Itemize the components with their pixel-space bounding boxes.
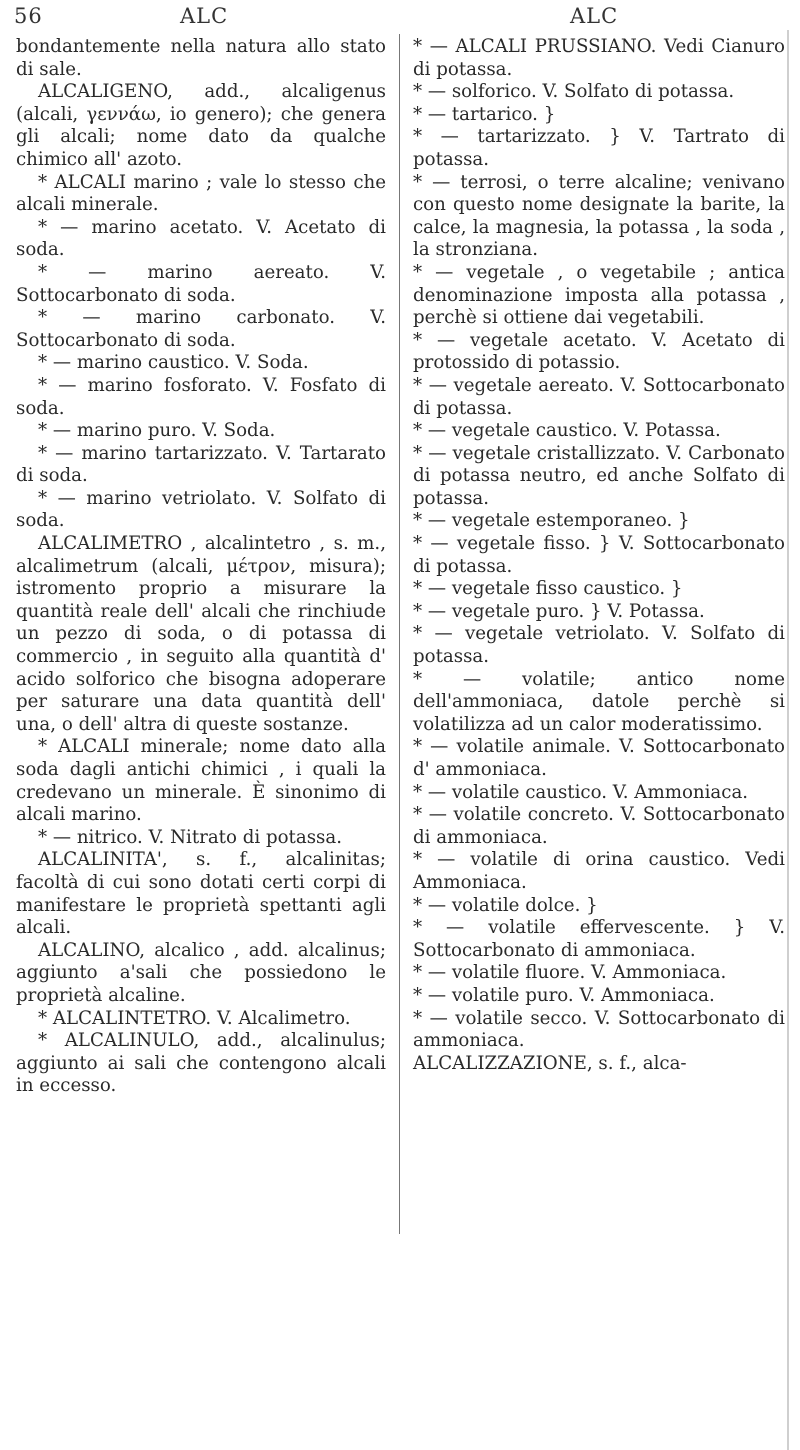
entry: * — nitrico. V. Nitrato di potassa. bbox=[38, 826, 342, 848]
entry: * — marino puro. V. Soda. bbox=[38, 420, 276, 442]
entry: * — marino carbonato. V. Sottocarbonato di soda. bbox=[16, 307, 386, 351]
entry: * — vegetale cristallizzato. V. Carbonato di potassa neutro, ed anche Solfato di potassa. bbox=[413, 442, 785, 509]
entry: * — vegetale aereato. V. Sottocarbonato di potassa. bbox=[413, 374, 785, 419]
entry: * — marino fosforato. V. Fosfato di soda. bbox=[16, 374, 386, 419]
entry: * ALCALINULO, add., alcalinulus; aggiunto ai sali che contengono alcali in eccesso. bbox=[16, 1030, 386, 1097]
right-running-head: ALC bbox=[570, 4, 619, 28]
entry: * — volatile; antico nome dell'ammoniaca, datole perchè si volatilizza ad un calor moderatissimo. bbox=[413, 668, 785, 735]
entry: ALCALINO, alcalico , add. alcalinus; aggiunto a'sali che possiedono le proprietà alcaline. bbox=[16, 939, 386, 1006]
page-edge bbox=[787, 30, 789, 1450]
entry: * — marino caustico. V. Soda. bbox=[38, 352, 309, 374]
entry: * — volatile animale. V. Sottocarbonato d' ammoniaca. bbox=[413, 736, 785, 780]
left-column bbox=[16, 36, 386, 1098]
entry: ALCALIMETRO , alcalintetro , s. m., alcalimetrum (alcali, μέτρον, misura); istromento proprio a misurare la quantità reale dell' alcali che rinchiude un pezzo di soda, o di potassa di commercio , in seguito alla quantità d' acido solforico che bisogna adoperare per saturare una data quantità dell' una, o dell' altra di queste sostanze. bbox=[16, 533, 386, 735]
entry: * — ALCALI PRUSSIANO. Vedi Cianuro di potassa. bbox=[413, 36, 785, 80]
page-number: 56 bbox=[14, 4, 43, 28]
entry: ALCALINITA', s. f., alcalinitas; facoltà di cui sono dotati certi corpi di manifestare le proprietà spettanti agli alcali. bbox=[16, 849, 386, 939]
entry: * — marino acetato. V. Acetato di soda. bbox=[16, 216, 386, 261]
entry: * — volatile concreto. V. Sottocarbonato di ammoniaca. bbox=[413, 804, 785, 848]
entry: ALCALIZZAZIONE, s. f., alca- bbox=[413, 1052, 687, 1074]
entry: * — marino tartarizzato. V. Tartarato di soda. bbox=[16, 442, 386, 487]
entry: * — vegetale vetriolato. V. Solfato di potassa. bbox=[413, 623, 785, 668]
entry: * ALCALI marino ; vale lo stesso che alcali minerale. bbox=[16, 171, 386, 216]
entry: * — vegetale acetato. V. Acetato di protossido di potassio. bbox=[413, 329, 785, 374]
entry: * — tartarizzato. } V. Tartrato di potassa. bbox=[413, 126, 785, 170]
right-column bbox=[413, 36, 785, 1075]
entry: * — volatile puro. V. Ammoniaca. bbox=[413, 984, 715, 1006]
entry: * — vegetale , o vegetabile ; antica denominazione imposta alla potassa , perchè si ottiene dai vegetabili. bbox=[413, 261, 785, 329]
entry: * — volatile dolce. } bbox=[413, 894, 598, 916]
entry: * — tartarico. } bbox=[413, 103, 556, 125]
entry: * — volatile caustico. V. Ammoniaca. bbox=[413, 781, 749, 803]
entry: * — marino vetriolato. V. Solfato di soda. bbox=[16, 487, 386, 532]
entry: * — terrosi, o terre alcaline; venivano con questo nome designate la barite, la calce, la magnesia, la potassa , la soda , la stronziana. bbox=[413, 171, 785, 261]
entry: * — volatile effervescente. } V. Sottocarbonato di ammoniaca. bbox=[413, 917, 785, 961]
entry: * — volatile di orina caustico. Vedi Ammoniaca. bbox=[413, 849, 785, 893]
column-divider bbox=[399, 34, 400, 1234]
entry: * — volatile fluore. V. Ammoniaca. bbox=[413, 962, 727, 984]
entry: * — vegetale caustico. V. Potassa. bbox=[413, 420, 721, 442]
left-running-head: ALC bbox=[180, 4, 229, 28]
entry: * ALCALINTETRO. V. Alcalimetro. bbox=[38, 1007, 351, 1029]
entry: * — solforico. V. Solfato di potassa. bbox=[413, 81, 735, 103]
entry: * — vegetale fisso caustico. } bbox=[413, 578, 683, 600]
entry: bondantemente nella natura allo stato di sale. bbox=[16, 36, 386, 80]
entry: ALCALIGENO, add., alcaligenus (alcali, γεννάω, io genero); che genera gli alcali; nome dato da qualche chimico all' azoto. bbox=[16, 81, 386, 170]
entry: * — vegetale estemporaneo. } bbox=[413, 510, 690, 532]
entry: * — volatile secco. V. Sottocarbonato di ammoniaca. bbox=[413, 1007, 785, 1052]
entry: * — vegetale puro. } V. Potassa. bbox=[413, 600, 705, 622]
entry: * — vegetale fisso. } V. Sottocarbonato di potassa. bbox=[413, 533, 785, 577]
entry: * — marino aereato. V. Sottocarbonato di soda. bbox=[16, 261, 386, 306]
entry: * ALCALI minerale; nome dato alla soda dagli antichi chimici , i quali la credevano un minerale. È sinonimo di alcali marino. bbox=[16, 736, 386, 826]
